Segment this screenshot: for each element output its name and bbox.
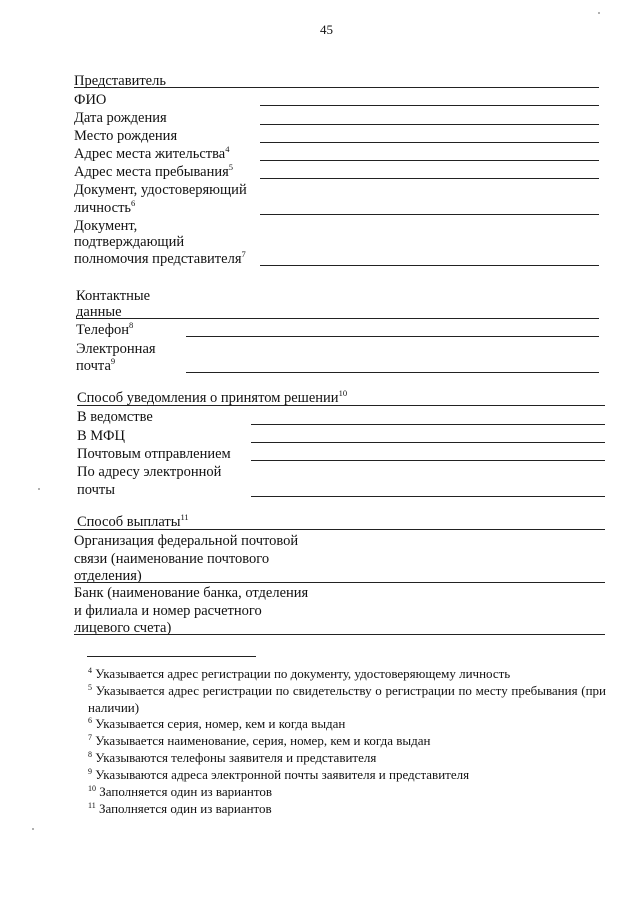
footnote-9: $^9$ Указываются адреса электронной почты заявителя и представителя xyxy=(88,767,470,782)
notify-email-label-1: По адресу электронной xyxy=(77,464,222,480)
heading-underline xyxy=(74,87,599,88)
notification-underline xyxy=(77,405,605,406)
fio-label: ФИО xyxy=(74,92,107,108)
footnote-11: $^{11}$ Заполняется один из вариантов xyxy=(88,801,272,816)
contacts-heading-1: Контактные xyxy=(76,288,151,304)
email-label-2: почта$^9$ xyxy=(76,356,116,374)
footnote-separator xyxy=(87,656,256,657)
auth-doc-label-2: подтверждающий xyxy=(74,234,185,250)
notification-heading: Способ уведомления о принятом решении$^{10}$ xyxy=(77,388,348,406)
payment-bank-label-1: Банк (наименование банка, отделения xyxy=(74,585,309,601)
residence-address-label: Адрес места жительства$^4$ xyxy=(74,144,230,162)
notify-dept-field[interactable] xyxy=(251,424,605,425)
birth-date-field[interactable] xyxy=(260,124,599,125)
payment-heading: Способ выплаты$^{11}$ xyxy=(77,512,189,530)
payment-underline xyxy=(74,529,605,530)
payment-bank-label-3: лицевого счета) xyxy=(74,620,172,636)
notify-dept-label: В ведомстве xyxy=(77,409,153,425)
payment-post-field[interactable] xyxy=(74,582,605,583)
contacts-heading-2: данные xyxy=(76,304,122,320)
payment-post-label-1: Организация федеральной почтовой xyxy=(74,533,299,549)
stay-address-label: Адрес места пребывания$^5$ xyxy=(74,162,234,180)
stay-address-field[interactable] xyxy=(260,178,599,179)
email-field[interactable] xyxy=(186,372,599,373)
phone-label: Телефон$^8$ xyxy=(76,320,134,338)
id-doc-field[interactable] xyxy=(260,214,599,215)
auth-doc-label-3: полномочия представителя$^7$ xyxy=(74,249,246,267)
birth-date-label: Дата рождения xyxy=(74,110,167,126)
scan-speck xyxy=(38,488,40,490)
fio-field[interactable] xyxy=(260,105,599,106)
id-doc-label-2: личность$^6$ xyxy=(74,198,136,216)
residence-address-field[interactable] xyxy=(260,160,599,161)
id-doc-label-1: Документ, удостоверяющий xyxy=(74,182,247,198)
footnote-10: $^{10}$ Заполняется один из вариантов xyxy=(88,784,272,799)
email-label-1: Электронная xyxy=(76,341,156,357)
scan-speck xyxy=(32,828,34,830)
notify-mfc-label: В МФЦ xyxy=(77,428,125,444)
auth-doc-field[interactable] xyxy=(260,265,599,266)
phone-field[interactable] xyxy=(186,336,599,337)
notify-post-label: Почтовым отправлением xyxy=(77,446,231,462)
birth-place-label: Место рождения xyxy=(74,128,178,144)
auth-doc-label-1: Документ, xyxy=(74,218,138,234)
footnote-5: $^5$ Указывается адрес регистрации по свидетельству о регистрации по месту пребывания (при наличии) xyxy=(88,683,607,715)
footnote-4: $^4$ Указывается адрес регистрации по документу, удостоверяющему личность xyxy=(88,666,511,681)
birth-place-field[interactable] xyxy=(260,142,599,143)
notify-email-label-2: почты xyxy=(77,482,116,498)
payment-post-label-2: связи (наименование почтового xyxy=(74,551,270,567)
contacts-underline xyxy=(76,318,599,319)
notify-mfc-field[interactable] xyxy=(251,442,605,443)
notify-post-field[interactable] xyxy=(251,460,605,461)
page-number: 45 xyxy=(320,22,333,37)
footnote-6: $^6$ Указывается серия, номер, кем и когда выдан xyxy=(88,716,346,731)
payment-bank-field[interactable] xyxy=(74,634,605,635)
scan-speck xyxy=(598,12,600,14)
payment-post-label-3: отделения) xyxy=(74,568,142,584)
footnote-7: $^7$ Указывается наименование, серия, номер, кем и когда выдан xyxy=(88,733,431,748)
representative-heading: Представитель xyxy=(74,73,166,89)
notify-email-field[interactable] xyxy=(251,496,605,497)
payment-bank-label-2: и филиала и номер расчетного xyxy=(74,603,262,619)
footnote-8: $^8$ Указываются телефоны заявителя и представителя xyxy=(88,750,377,765)
